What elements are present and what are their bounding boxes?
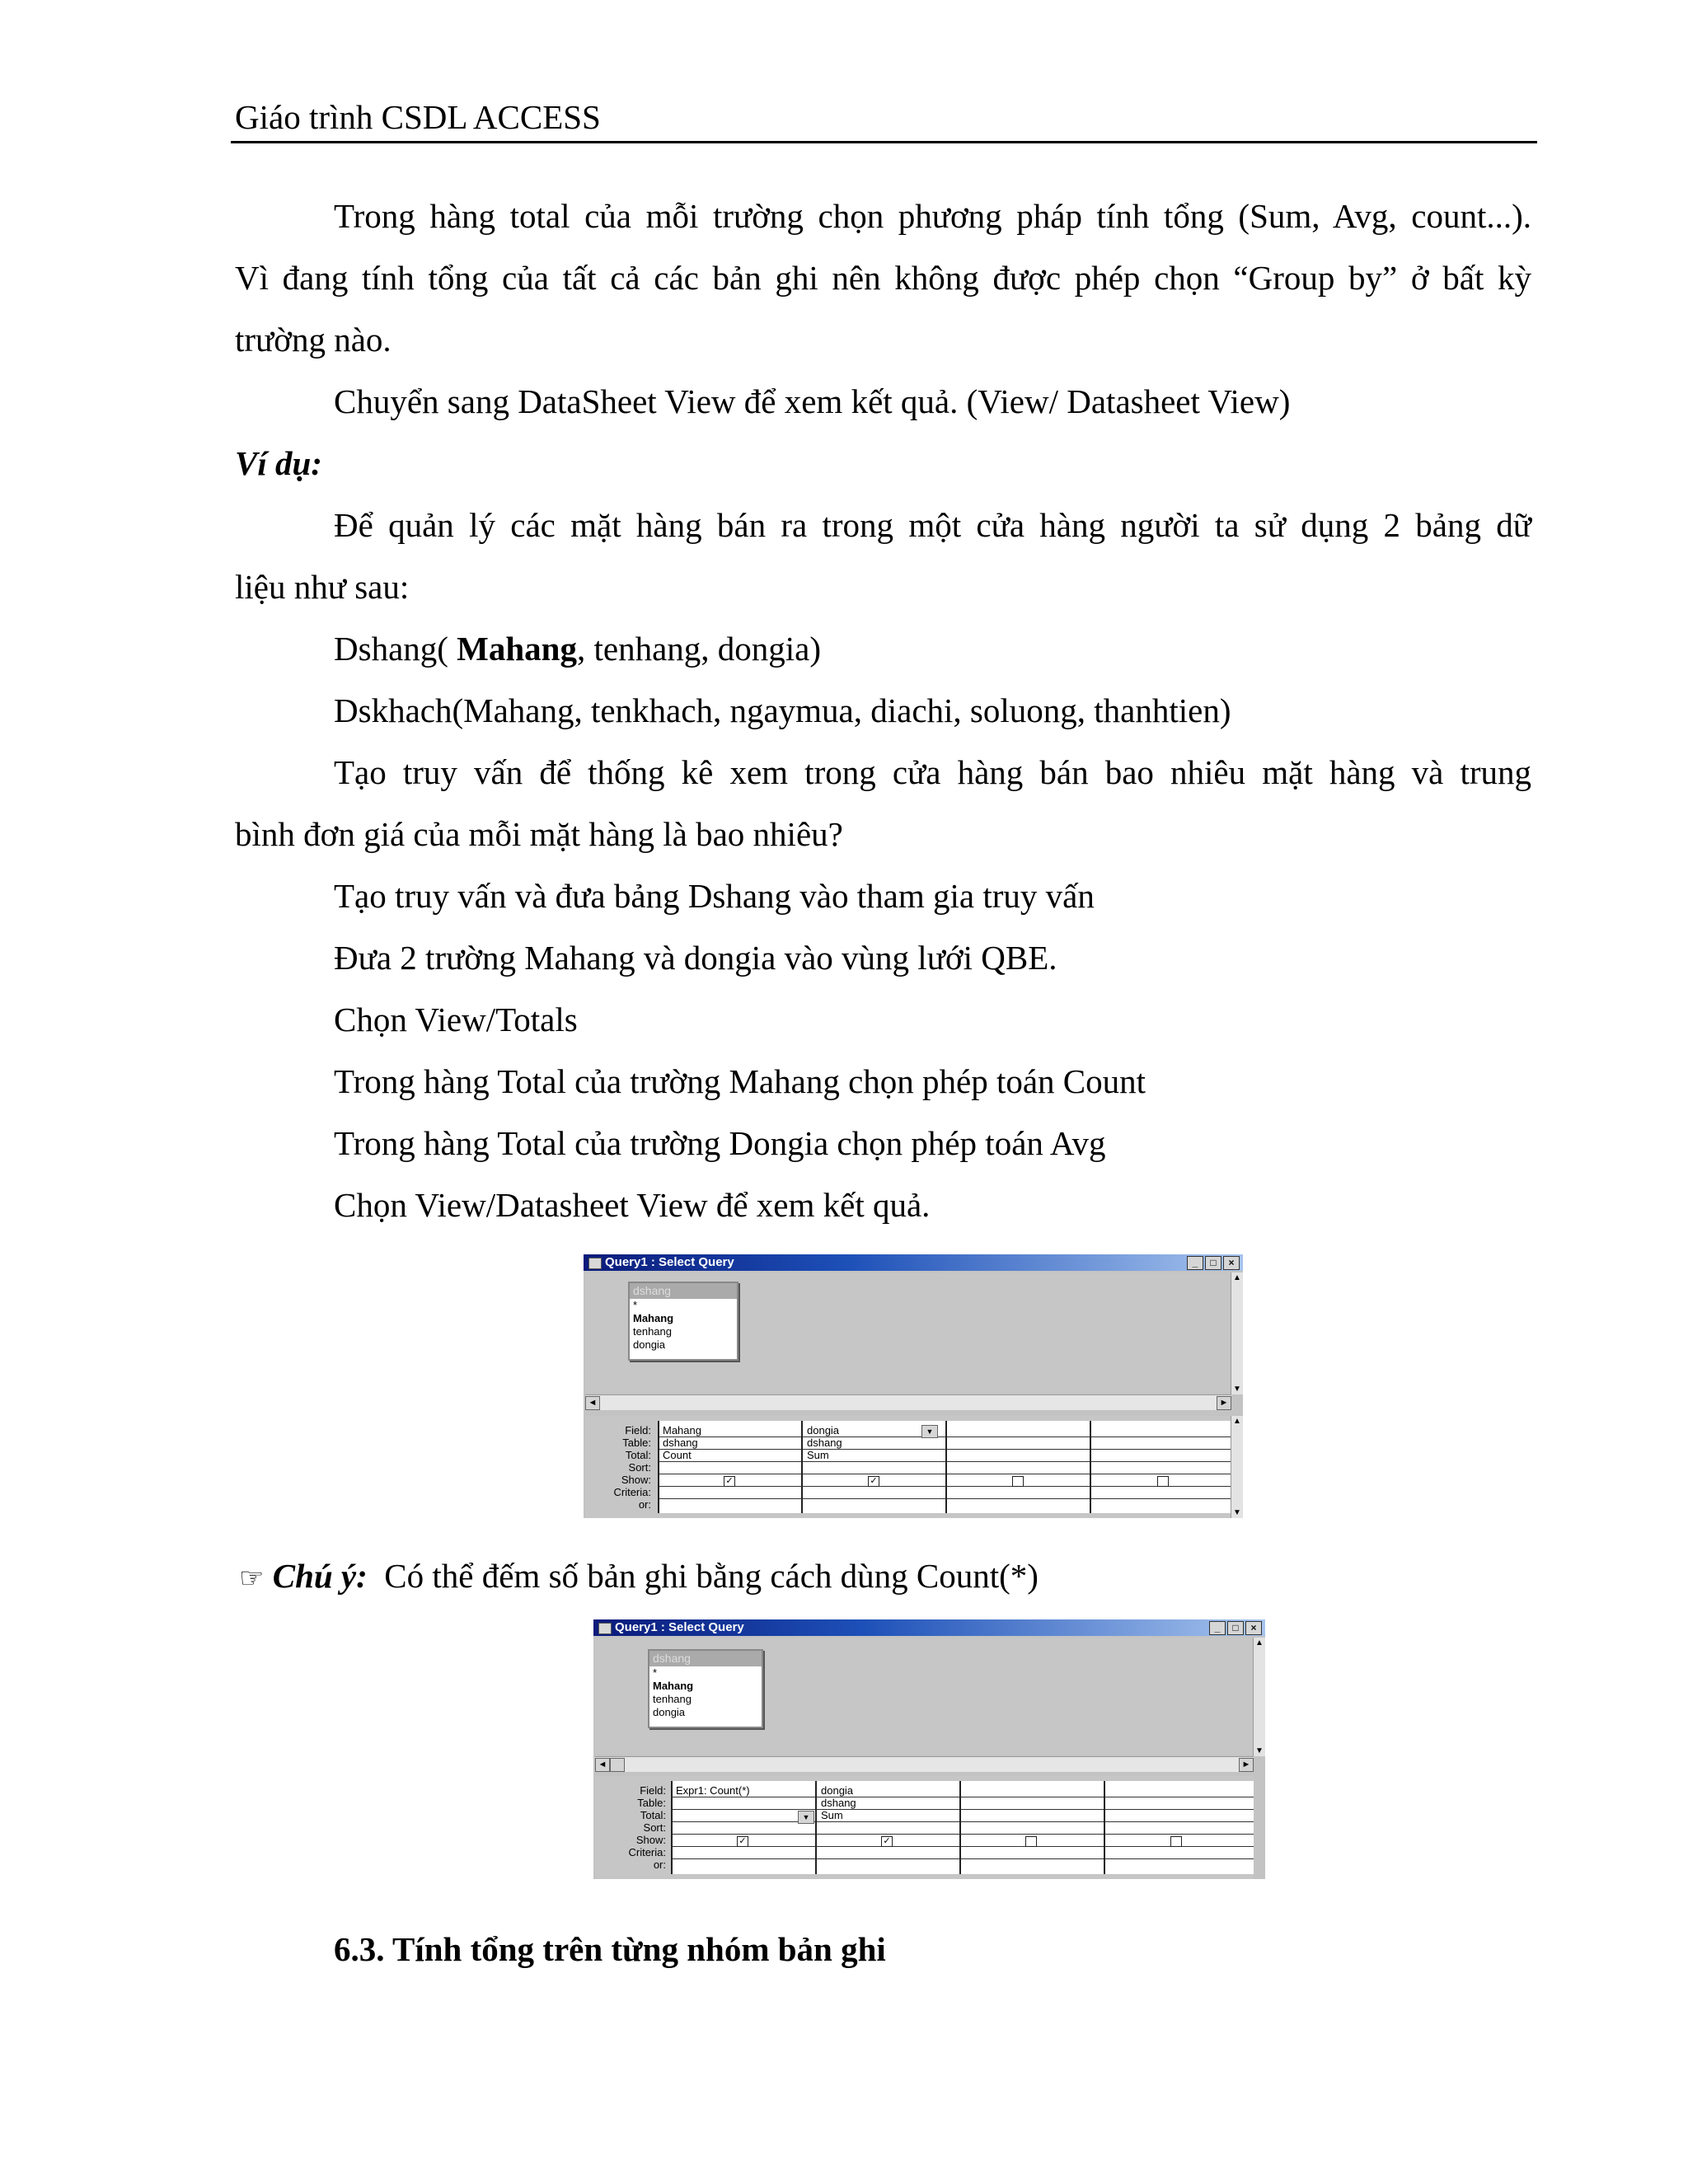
window-title: Query1 : Select Query (615, 1620, 744, 1634)
horizontal-scrollbar[interactable] (585, 1394, 1231, 1410)
show-checkbox[interactable] (1170, 1836, 1182, 1847)
window-titlebar (584, 1254, 1243, 1271)
table-field[interactable]: * (653, 1666, 658, 1679)
row-label: Table: (622, 1436, 651, 1449)
window-icon (588, 1258, 602, 1269)
scroll-up-icon[interactable]: ▲ (1255, 1638, 1264, 1647)
close-button[interactable]: × (1245, 1621, 1262, 1635)
vertical-scrollbar[interactable] (1231, 1272, 1243, 1394)
step-line: Đưa 2 trường Mahang và dongia vào vùng lưới QBE. (334, 939, 1057, 977)
row-label: Total: (625, 1449, 651, 1461)
step-line: Chọn View/Datasheet View để xem kết quả. (334, 1186, 931, 1224)
row-label: Sort: (643, 1821, 666, 1834)
note-line (239, 1559, 1039, 1593)
row-label: Show: (621, 1474, 651, 1486)
table-pane (585, 1272, 1231, 1393)
minimize-button[interactable]: _ (1209, 1621, 1226, 1635)
page-header-title: Giáo trình CSDL ACCESS (235, 98, 601, 136)
grid-field-cell[interactable]: Expr1: Count(*) (676, 1784, 750, 1797)
show-checkbox[interactable]: ✓ (881, 1836, 893, 1847)
scroll-up-icon[interactable]: ▲ (1233, 1273, 1241, 1282)
row-label: Criteria: (628, 1846, 666, 1858)
row-label: Total: (640, 1809, 666, 1821)
minimize-button[interactable]: _ (1187, 1256, 1203, 1270)
grid-table-cell[interactable]: dshang (663, 1436, 698, 1449)
schema-dshang-rest: , tenhang, dongia) (576, 630, 822, 668)
row-label: Field: (640, 1784, 666, 1797)
dropdown-arrow-icon[interactable]: ▼ (798, 1811, 814, 1824)
grid-table-cell[interactable]: dshang (807, 1436, 842, 1449)
show-checkbox[interactable]: ✓ (737, 1836, 748, 1847)
table-field[interactable]: dongia (633, 1338, 666, 1351)
table-box-title: dshang (649, 1651, 762, 1666)
grid-total-cell[interactable]: Count (663, 1449, 692, 1461)
paragraph-line: bình đơn giá của mỗi mặt hàng là bao nhiêu? (235, 815, 843, 853)
step-line: Trong hàng Total của trường Dongia chọn phép toán Avg (334, 1124, 1106, 1162)
step-line: Trong hàng Total của trường Mahang chọn phép toán Count (334, 1062, 1146, 1100)
grid-field-cell[interactable]: dongia (807, 1424, 840, 1436)
schema-dshang-key: Mahang (457, 630, 577, 668)
window-title: Query1 : Select Query (605, 1255, 734, 1269)
schema-dshang-prefix: Dshang( (334, 630, 448, 668)
row-label: Table: (637, 1797, 666, 1809)
paragraph-line: Trong hàng total của mỗi trường chọn phương pháp tính tổng (Sum, Avg, count...). (334, 197, 1531, 235)
table-field[interactable]: * (633, 1299, 638, 1311)
grid-vertical-scrollbar[interactable] (1231, 1416, 1243, 1518)
table-pane (595, 1638, 1254, 1755)
paragraph-line: liệu như sau: (235, 568, 410, 606)
pointing-hand-icon: ☞ (239, 1562, 265, 1595)
grid-total-cell[interactable]: Sum (821, 1809, 843, 1821)
step-line: Chọn View/Totals (334, 1001, 578, 1038)
row-label: Field: (625, 1424, 651, 1436)
grid-table-cell[interactable]: dshang (821, 1797, 856, 1809)
scroll-down-icon[interactable]: ▼ (1233, 1385, 1241, 1394)
scroll-left-icon[interactable]: ◄ (595, 1758, 610, 1772)
vertical-scrollbar[interactable] (1253, 1638, 1265, 1756)
note-label: Chú ý: (272, 1557, 368, 1595)
close-button[interactable]: × (1223, 1256, 1240, 1270)
row-label: Sort: (628, 1461, 651, 1474)
show-checkbox[interactable]: ✓ (724, 1476, 735, 1487)
paragraph-line: Vì đang tính tổng của tất cả các bản ghi nên không được phép chọn “Group by” ở bất kỳ (235, 259, 1531, 297)
table-box-dshang[interactable] (648, 1649, 763, 1728)
qbe-cells[interactable] (671, 1781, 1254, 1874)
example-heading: Ví dụ: (235, 444, 322, 482)
note-text: Có thể đếm số bản ghi bằng cách dùng Count(*) (384, 1557, 1039, 1595)
maximize-button[interactable]: □ (1227, 1621, 1244, 1635)
paragraph-line: Để quản lý các mặt hàng bán ra trong một cửa hàng người ta sử dụng 2 bảng dữ (334, 506, 1531, 544)
table-field[interactable]: tenhang (653, 1693, 692, 1705)
scroll-down-icon[interactable]: ▼ (1255, 1746, 1264, 1755)
qbe-grid (595, 1776, 1254, 1879)
window-titlebar (593, 1619, 1265, 1636)
query-window-2 (593, 1619, 1265, 1879)
table-field[interactable]: Mahang (633, 1312, 674, 1324)
show-checkbox[interactable]: ✓ (868, 1476, 879, 1487)
paragraph-line: Chuyển sang DataSheet View để xem kết quả. (View/ Datasheet View) (334, 382, 1291, 420)
scroll-right-icon[interactable]: ► (1217, 1396, 1231, 1410)
scroll-right-icon[interactable]: ► (1239, 1758, 1254, 1772)
row-label: or: (653, 1858, 666, 1871)
row-label: Show: (635, 1834, 666, 1846)
table-field[interactable]: Mahang (653, 1680, 694, 1692)
query-window-1 (584, 1254, 1243, 1518)
table-field[interactable]: dongia (653, 1706, 686, 1718)
schema-dshang (334, 632, 821, 666)
show-checkbox[interactable] (1012, 1476, 1024, 1487)
step-line: Tạo truy vấn và đưa bảng Dshang vào tham gia truy vấn (334, 877, 1095, 915)
qbe-grid (585, 1416, 1231, 1518)
window-icon (598, 1623, 612, 1634)
dropdown-arrow-icon[interactable]: ▼ (921, 1425, 938, 1438)
schema-dskhach: Dskhach(Mahang, tenkhach, ngaymua, diachi, soluong, thanhtien) (334, 691, 1231, 729)
show-checkbox[interactable] (1157, 1476, 1169, 1487)
header-rule (231, 141, 1537, 143)
scroll-left-icon[interactable]: ◄ (585, 1396, 600, 1410)
row-label: or: (638, 1498, 651, 1511)
show-checkbox[interactable] (1025, 1836, 1037, 1847)
table-box-dshang[interactable] (628, 1282, 738, 1361)
grid-field-cell[interactable]: dongia (821, 1784, 854, 1797)
paragraph-line: trường nào. (235, 321, 392, 359)
grid-field-cell[interactable]: Mahang (663, 1424, 701, 1436)
row-label: Criteria: (613, 1486, 651, 1498)
grid-total-cell[interactable]: Sum (807, 1449, 829, 1461)
qbe-cells[interactable] (658, 1421, 1231, 1513)
scroll-down-icon[interactable]: ▼ (1233, 1508, 1241, 1517)
section-heading: 6.3. Tính tổng trên từng nhóm bản ghi (334, 1930, 886, 1968)
maximize-button[interactable]: □ (1205, 1256, 1221, 1270)
horizontal-scrollbar[interactable] (595, 1756, 1254, 1772)
scroll-thumb[interactable] (610, 1758, 625, 1772)
paragraph-line: Tạo truy vấn để thống kê xem trong cửa hàng bán bao nhiêu mặt hàng và trung (334, 753, 1531, 791)
table-field[interactable]: tenhang (633, 1325, 672, 1338)
table-box-title: dshang (630, 1283, 737, 1299)
scroll-up-icon[interactable]: ▲ (1233, 1417, 1241, 1426)
